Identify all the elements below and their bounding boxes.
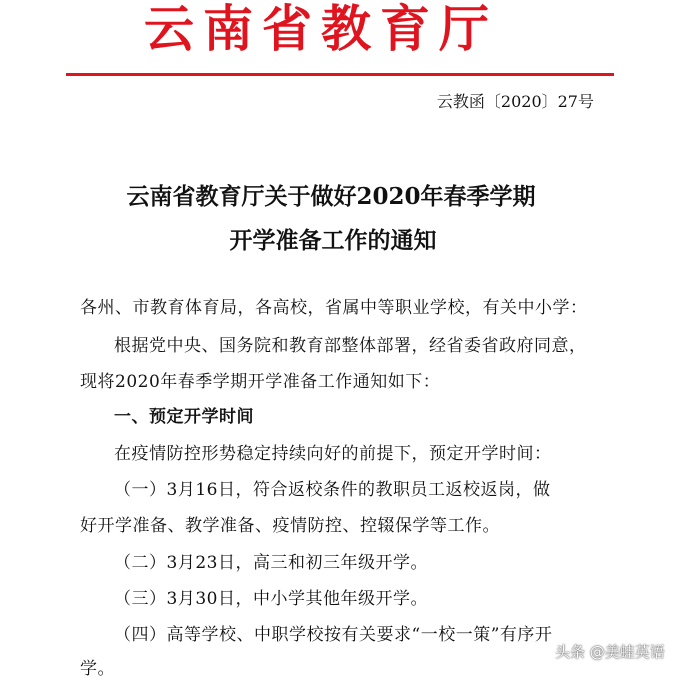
issuing-authority-name: 云南省教育厅 [144, 0, 498, 58]
section-heading: 一、预定开学时间 [114, 407, 254, 427]
intro-paragraph-line1: 根据党中央、国务院和教育部整体部署，经省委省政府同意， [114, 336, 587, 356]
addressee-line: 各州、市教育体育局，各高校，省属中等职业学校，有关中小学： [80, 298, 588, 318]
document-number: 云教函〔2020〕27号 [436, 92, 594, 111]
list-item-4-line1: （四）高等学校、中职学校按有关要求“一校一策”有序开 [114, 625, 553, 645]
list-item-4-line2: 学。 [80, 659, 115, 679]
list-item-1-line2: 好开学准备、教学准备、疫情防控、控辍保学等工作。 [80, 516, 500, 536]
red-header-rule [66, 73, 614, 76]
document-header [0, 0, 674, 60]
list-item-1-line1: （一）3月16日，符合返校条件的教职员工返校返岗，做 [114, 480, 551, 500]
document-title-line2: 开学准备工作的通知 [229, 227, 437, 254]
watermark: 头条 @美蛙英语 [555, 643, 665, 661]
list-item-3: （三）3月30日，中小学其他年级开学。 [114, 589, 428, 609]
list-item-2: （二）3月23日，高三和初三年级开学。 [114, 553, 428, 573]
section-intro: 在疫情防控形势稳定持续向好的前提下，预定开学时间： [114, 444, 552, 464]
intro-paragraph-line2: 现将2020年春季学期开学准备工作通知如下： [80, 372, 441, 392]
document-title-line1: 云南省教育厅关于做好2020年春季学期 [126, 183, 536, 210]
